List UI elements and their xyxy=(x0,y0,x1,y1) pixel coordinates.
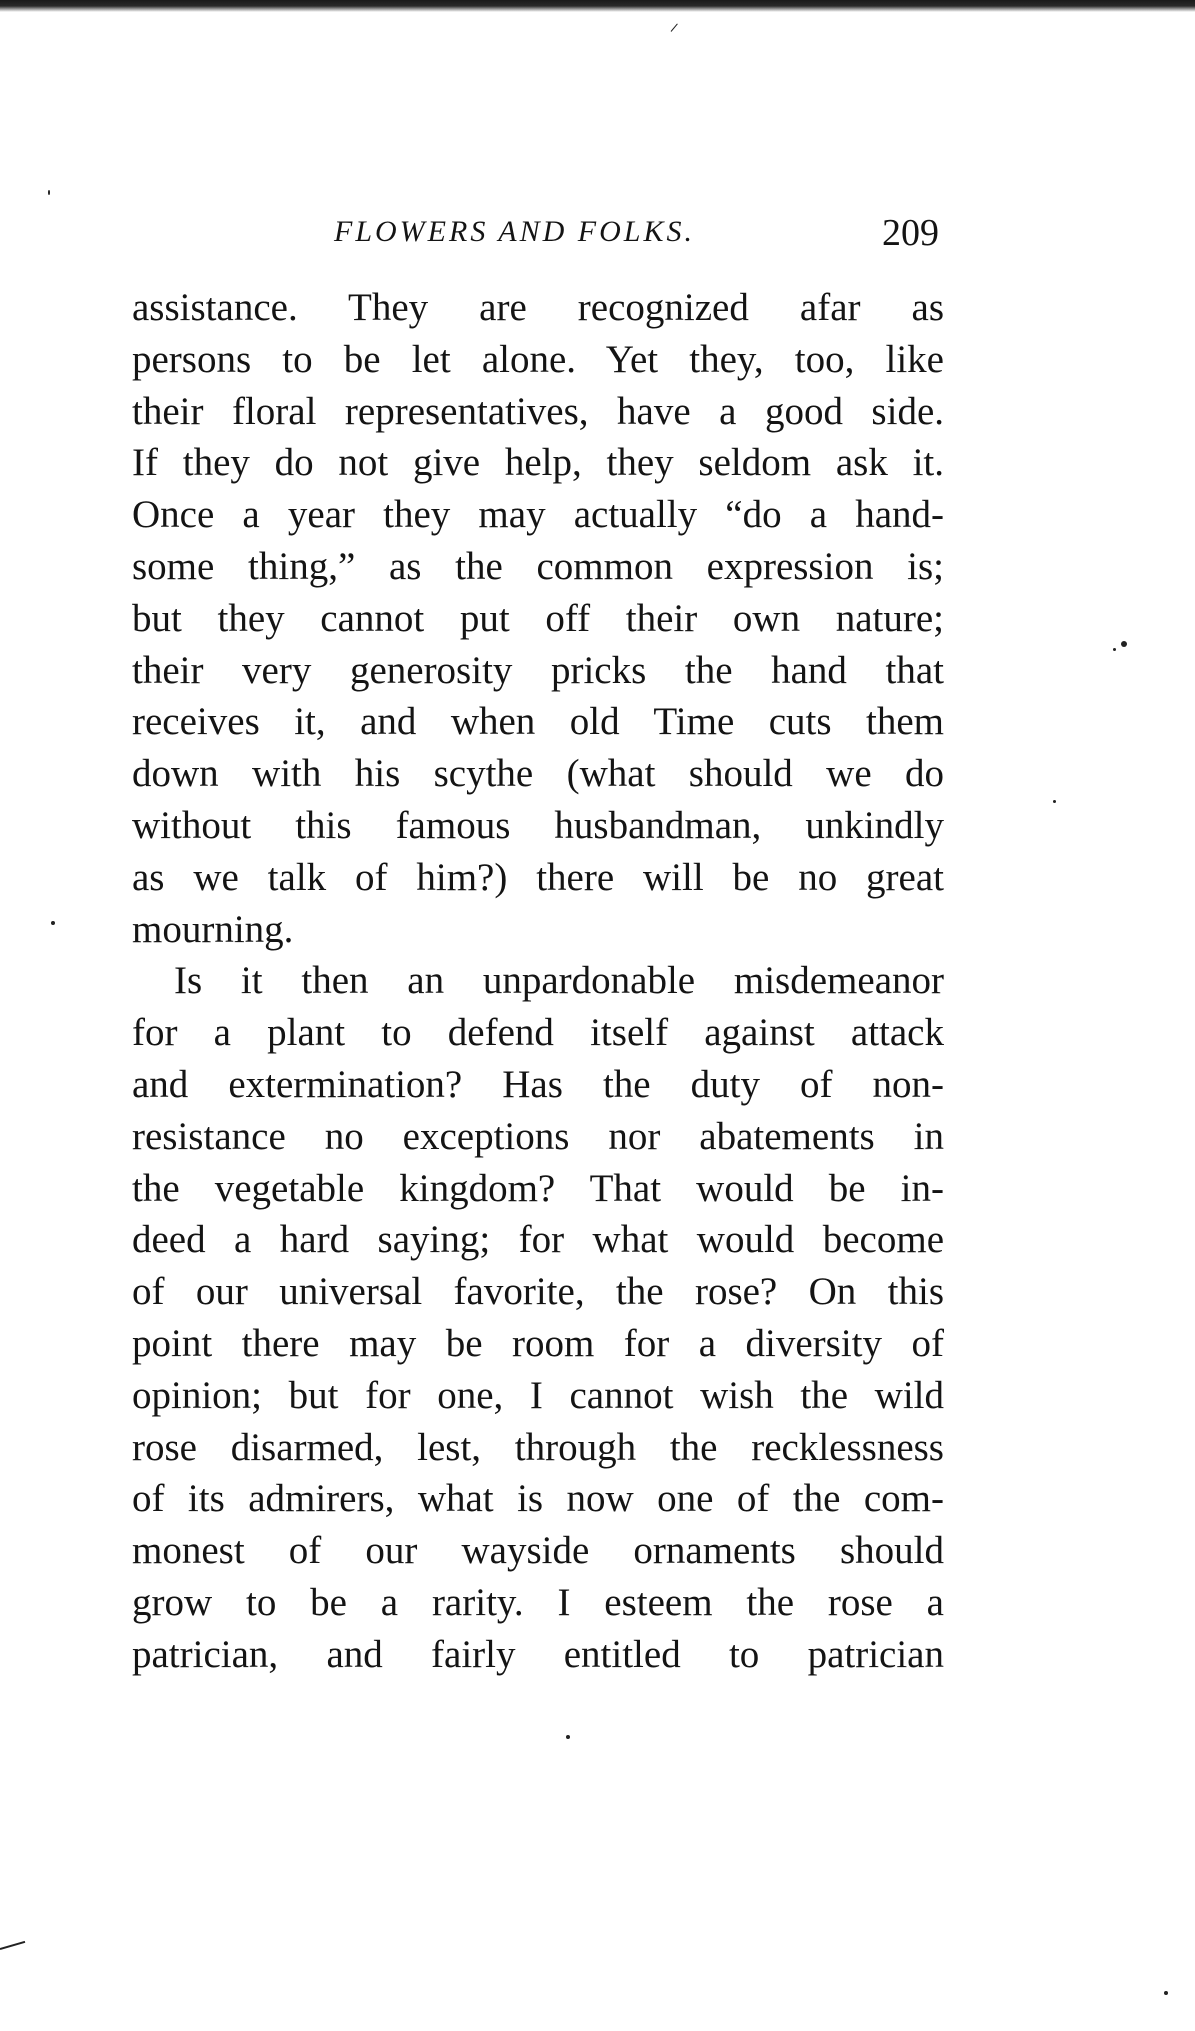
running-header xyxy=(0,211,1195,261)
text-line: some thing,” as the common expression is; xyxy=(132,544,944,588)
text-line: deed a hard saying; for what would become xyxy=(132,1218,944,1262)
text-line: of our universal favorite, the rose? On this xyxy=(132,1270,944,1314)
scan-speck xyxy=(48,190,50,195)
text-line: If they do not give help, they seldom ask it. xyxy=(132,441,944,485)
scan-stray-mark xyxy=(671,24,678,32)
text-line: persons to be let alone. Yet they, too, like xyxy=(132,337,944,381)
scan-speck xyxy=(1053,800,1056,803)
body-text xyxy=(132,282,944,1681)
text-line: Once a year they may actually “do a hand- xyxy=(132,493,944,537)
scan-speck xyxy=(566,1735,570,1739)
text-line: rose disarmed, lest, through the recklessness xyxy=(132,1425,944,1469)
page-top-edge-shadow xyxy=(0,0,1195,12)
text-line: patrician, and fairly entitled to patrician xyxy=(132,1632,944,1676)
text-line: of its admirers, what is now one of the com- xyxy=(132,1477,944,1521)
text-line: grow to be a rarity. I esteem the rose a xyxy=(132,1580,944,1624)
scan-stray-mark xyxy=(0,1941,25,1950)
text-line: receives it, and when old Time cuts them xyxy=(132,700,944,744)
scan-speck xyxy=(1113,648,1116,651)
text-line: for a plant to defend itself against attack xyxy=(132,1011,944,1055)
paragraph xyxy=(132,282,944,955)
paragraph xyxy=(132,955,944,1680)
text-line: their very generosity pricks the hand that xyxy=(132,648,944,692)
text-line: Is it then an unpardonable misdemeanor xyxy=(174,959,944,1003)
scan-speck xyxy=(51,921,55,925)
text-line: but they cannot put off their own nature; xyxy=(132,596,944,640)
text-line: their floral representatives, have a good side. xyxy=(132,389,944,433)
text-line: opinion; but for one, I cannot wish the wild xyxy=(132,1373,944,1417)
text-line: resistance no exceptions nor abatements in xyxy=(132,1114,944,1158)
scan-speck xyxy=(1121,641,1127,647)
text-line: and extermination? Has the duty of non- xyxy=(132,1062,944,1106)
scan-speck xyxy=(1164,1991,1168,1995)
text-line: point there may be room for a diversity of xyxy=(132,1321,944,1365)
text-line: assistance. They are recognized afar as xyxy=(132,286,944,329)
running-title: FLOWERS AND FOLKS. xyxy=(334,215,695,248)
page-number: 209 xyxy=(882,212,939,254)
text-line: monest of our wayside ornaments should xyxy=(132,1529,944,1573)
text-line: without this famous husbandman, unkindly xyxy=(132,803,944,847)
text-line: the vegetable kingdom? That would be in- xyxy=(132,1166,944,1210)
text-line: mourning. xyxy=(132,907,294,951)
text-line: as we talk of him?) there will be no great xyxy=(132,855,944,899)
text-line: down with his scythe (what should we do xyxy=(132,752,944,796)
